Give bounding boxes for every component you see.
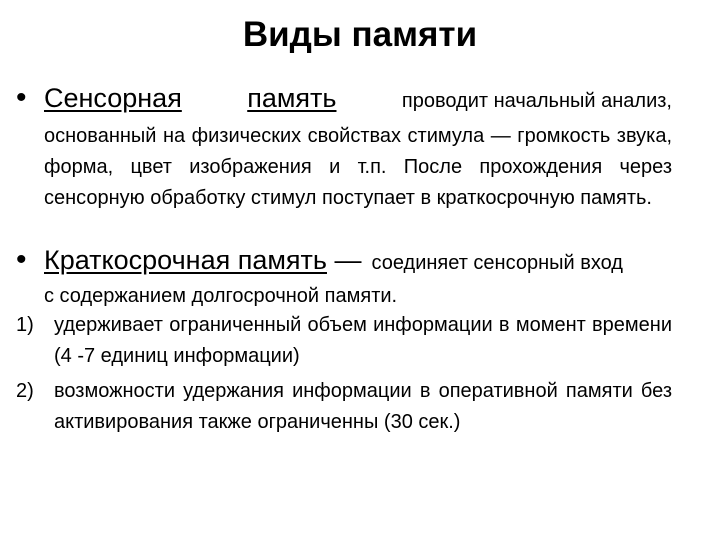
item-number: 1) [16,314,34,336]
bullet-first-line [16,80,672,119]
bullet-first-line [16,242,672,281]
term-memory-word: память [247,83,337,113]
term-sensory-word: Сенсорная [44,83,182,113]
bullet-continuation: с содержанием долгосрочной памяти. [44,285,398,307]
bullet-sensory-memory [16,80,672,214]
bullet-short-term-memory [16,242,672,312]
term-sensory [44,80,182,116]
bullet-first-line-rest: проводит начальный анализ, [401,90,672,112]
term-short-term-memory [44,242,362,278]
numbered-item-2 [16,376,672,438]
item-text: возможности удержания информации в оперативной памяти без активирования также ограниченны (30 сек.) [54,380,672,433]
item-text: удерживает ограниченный объем информации в момент времени (4 -7 единиц информации) [54,314,672,367]
bullet-continuation: основанный на физических свойствах стимула — громкость звука, форма, цвет изображения и т.п. После прохождения через сенсорную обработку стимул поступает в краткосрочную память. [44,125,672,209]
item-number: 2) [16,380,34,402]
slide-title: Виды памяти [242,15,478,54]
em-dash: — [326,245,362,275]
numbered-item-1 [16,310,672,372]
bullet-first-line-rest: соединяет сенсорный вход [371,252,623,274]
term-short-term-memory-text: Краткосрочная память [44,245,327,275]
numbered-list [16,310,672,438]
term-memory [247,80,336,116]
bullet-dot-icon: • [16,81,27,114]
bullet-dot-icon: • [16,243,27,276]
bullet-justified-line [44,80,672,119]
